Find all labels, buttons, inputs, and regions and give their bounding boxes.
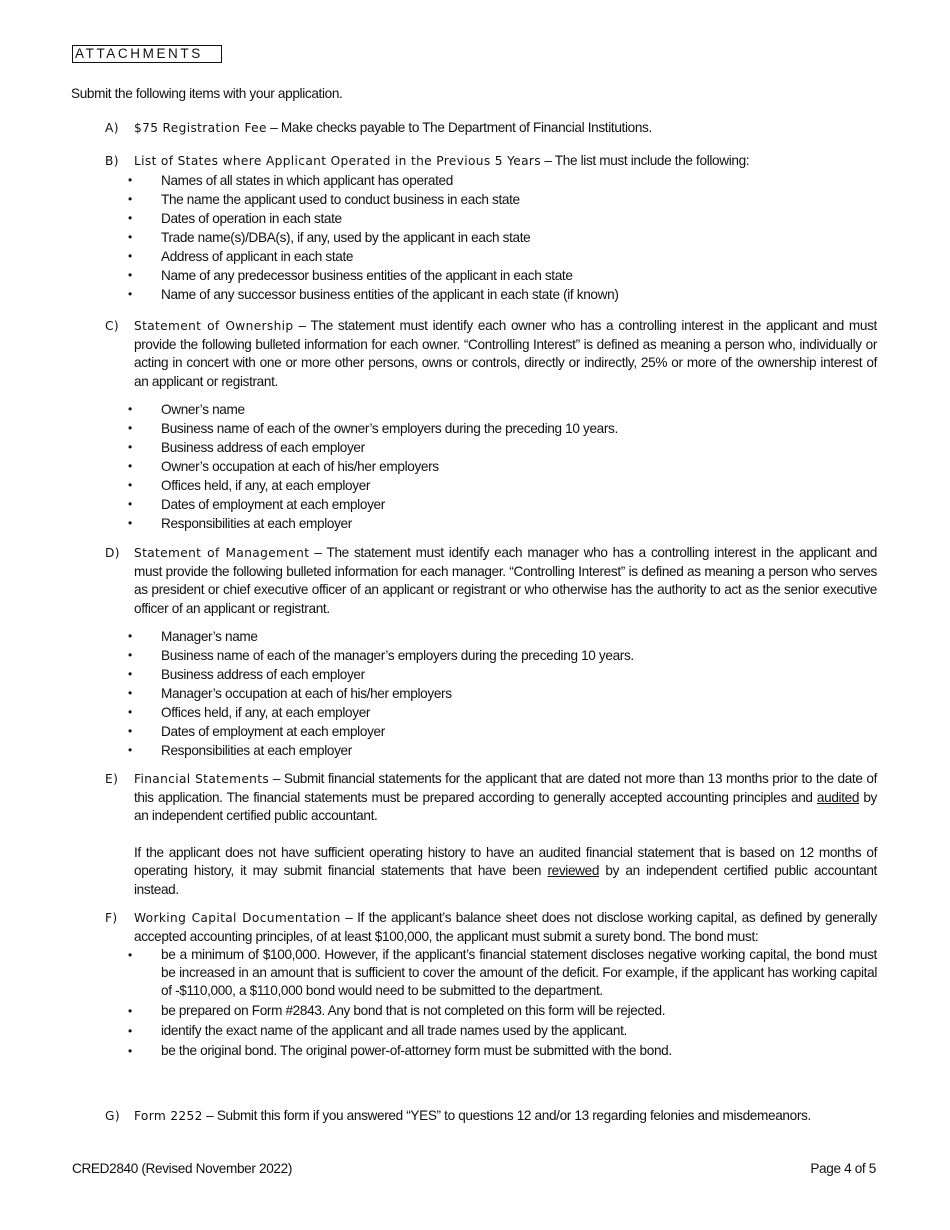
section-body [134,909,877,946]
section-letter: A) [105,121,119,135]
list-item: • be the original bond. The original power-of-attorney form must be submitted with the bond. [105,1042,877,1060]
page-number: Page 4 of 5 [810,1161,876,1176]
section-title: Statement of Ownership [134,319,294,333]
form-id: CRED2840 (Revised November 2022) [72,1161,293,1176]
attachments-heading: ATTACHMENTS [72,45,222,63]
list-item: • Owner’s occupation at each of his/her employers [105,457,877,476]
underlined-word: audited [816,789,860,805]
section-body [134,770,877,826]
section-title: Form 2252 [134,1109,203,1123]
section-body [134,1107,877,1126]
section-text: – The statement must identify each owner who has a controlling interest in the applicant and must provide the following bulleted information for each owner. “Controlling Interest” is defined as meaning a person who, individually or acting in concert with one or more other persons, owns or controls, directly or indirectly, 25% or more of the ownership interest of an applicant or registrant. [134,318,877,389]
section-text: by an independent certified public accountant. [134,789,877,823]
list-item: • Trade name(s)/DBA(s), if any, used by the applicant in each state [105,228,877,247]
list-item: • Name of any predecessor business entities of the applicant in each state [105,266,877,285]
section-letter: F) [105,911,118,925]
section-body [134,119,877,138]
list-item: • Responsibilities at each employer [105,741,877,760]
section-body [134,152,877,171]
section-text: – Make checks payable to The Department of Financial Institutions. [266,120,652,135]
list-item: • Offices held, if any, at each employer [105,703,877,722]
section-c [105,317,877,533]
section-title: Financial Statements [134,772,270,786]
list-item: • identify the exact name of the applicant and all trade names used by the applicant. [105,1022,877,1040]
bullet-list [105,627,877,760]
section-text: – Submit this form if you answered “YES” to questions 12 and/or 13 regarding felonies and misdemeanors. [202,1108,811,1123]
section-b [105,152,877,304]
list-item: • Business name of each of the owner’s employers during the preceding 10 years. [105,419,877,438]
list-item: • Owner’s name [105,400,877,419]
list-item: • Dates of employment at each employer [105,495,877,514]
list-item: • Address of applicant in each state [105,247,877,266]
list-item: • Manager’s occupation at each of his/her employers [105,684,877,703]
underlined-word: reviewed [547,863,600,878]
list-item: • Business address of each employer [105,665,877,684]
list-item: • be prepared on Form #2843. Any bond that is not completed on this form will be rejected. [105,1002,877,1020]
section-letter: E) [105,772,119,786]
list-item: • Name of any successor business entities of the applicant in each state (if known) [105,285,877,304]
section-text: – The statement must identify each manager who has a controlling interest in the applicant and must provide the following bulleted information for each manager. “Controlling Interest” is defined as meaning a person who serves as president or chief executive officer of an applicant or registrant or who otherwise has the authority to act as the senior executive officer of an applicant or registrant. [134,545,877,616]
list-item: • Business name of each of the manager’s employers during the preceding 10 years. [105,646,877,665]
section-d [105,544,877,760]
section-letter: C) [105,319,120,333]
section-text: If the applicant does not have sufficient operating history to have an audited financial statement that is based on 12 months of operating history, it may submit financial statements that have been [134,844,877,878]
section-title: Working Capital Documentation [134,911,341,925]
bullet-list [105,400,877,533]
section-text: – The list must include the following: [540,153,750,168]
section-text: – If the applicant’s balance sheet does not disclose working capital, as defined by generally accepted accounting principles, of at least $100,000, the applicant must submit a surety bond. The bond must: [134,910,877,944]
section-e [105,770,877,899]
list-item: • be a minimum of $100,000. However, if the applicant’s financial statement discloses negative working capital, the bond must be increased in an amount that is sufficient to cover the amount of the deficit. For example, if the applicant has working capital of -$110,000, a $110,000 bond would need to be submitted to the department. [105,946,877,1000]
section-text: – Submit financial statements for the applicant that are dated not more than 13 months prior to the date of this application. The financial statements must be prepared according to generally accepted accounting principles and [134,771,877,805]
section-body [134,317,877,391]
section-body [134,544,877,618]
list-item: • Dates of operation in each state [105,209,877,228]
list-item: • Offices held, if any, at each employer [105,476,877,495]
section-g [105,1107,877,1126]
list-item: • The name the applicant used to conduct business in each state [105,190,877,209]
section-title: Statement of Management [134,546,310,560]
section-text: by an independent certified public accountant instead. [134,863,877,897]
bullet-list [105,171,877,304]
list-item: • Names of all states in which applicant has operated [105,171,877,190]
list-item: • Responsibilities at each employer [105,514,877,533]
bullet-list [105,946,877,1060]
intro-text: Submit the following items with your application. [71,86,343,101]
section-letter: G) [105,1109,120,1123]
section-a [105,119,877,138]
section-title: $75 Registration Fee [134,121,267,135]
list-item: • Dates of employment at each employer [105,722,877,741]
section-letter: B) [105,154,119,168]
section-f [105,909,877,1060]
list-item: • Manager’s name [105,627,877,646]
section-paragraph [134,844,877,900]
list-item: • Business address of each employer [105,438,877,457]
section-letter: D) [105,546,120,560]
section-title: List of States where Applicant Operated in the Previous 5 Years [134,154,541,168]
